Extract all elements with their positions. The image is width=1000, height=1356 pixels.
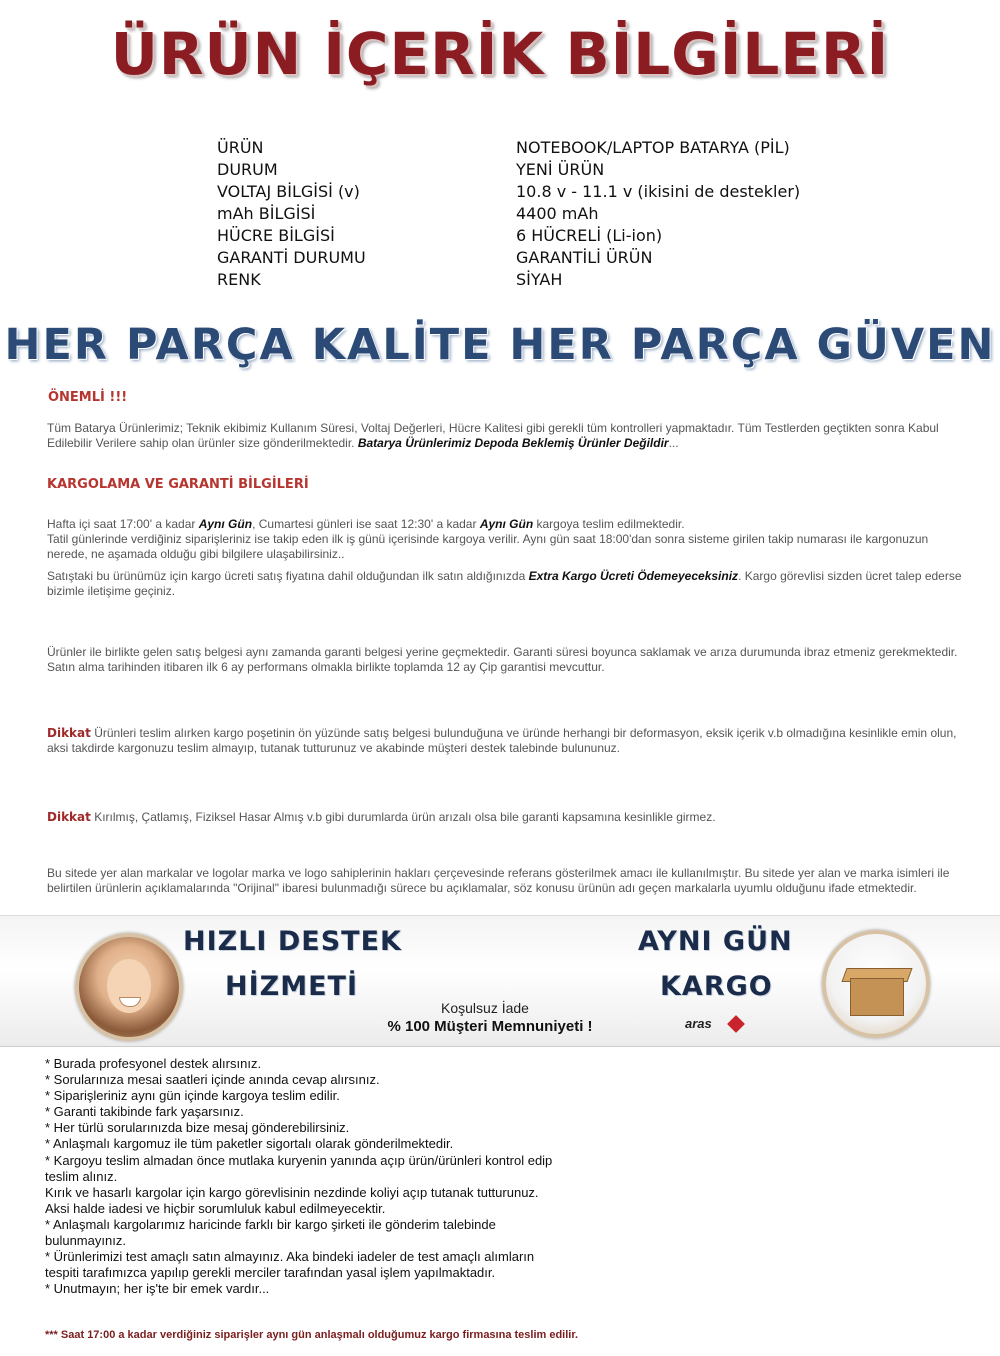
page-title: ÜRÜN İÇERİK BİLGİLERİ [110, 20, 890, 88]
footer-note: *** Saat 17:00 a kadar verdiğiniz siparişler aynı gün anlaşmalı olduğumuz kargo firmasına teslim edilir. [45, 1329, 579, 1341]
aras-logo: aras [685, 1016, 712, 1031]
important-heading: ÖNEMLİ !!! [48, 390, 128, 405]
note-item: * Sorularınıza mesai saatleri içinde anında cevap alırsınız. [45, 1072, 380, 1088]
important-text: Tüm Batarya Ürünlerimiz; Teknik ekibimiz Kullanım Süresi, Voltaj Değerleri, Hücre Kalitesi gibi gerekli tüm kontrolleri yapmaktadır. Tüm Testlerden geçtikten sonra Kabul Edilebilir Verilere sahip olan ürünler size gönderilmektedir. Batarya Ürünlerimiz Depoda Beklemiş Ürünler Değildir... [47, 421, 939, 450]
spec-row [217, 137, 917, 159]
note-item: * Kargoyu teslim almadan önce mutlaka kuryenin yanında açıp ürün/ürünleri kontrol edip teslim alınız. [45, 1152, 553, 1184]
spec-label: GARANTİ DURUMU [217, 248, 366, 267]
slogan-banner: HER PARÇA KALİTE HER PARÇA GÜVEN [4, 320, 996, 370]
dikkat-label: Dikkat [47, 810, 91, 824]
satisfaction-text: % 100 Müşteri Memnuniyeti ! [387, 1018, 593, 1035]
note-item: * Siparişleriniz aynı gün içinde kargoya teslim edilir. [45, 1088, 340, 1104]
cargo-title-line2: KARGO [660, 971, 773, 1002]
spec-value: SİYAH [516, 270, 563, 289]
spec-table [217, 137, 917, 291]
notes-list [45, 1056, 565, 1297]
spec-label: HÜCRE BİLGİSİ [217, 226, 335, 245]
note-item: Kırık ve hasarlı kargolar için kargo görevlisinin nezdinde koliyi açıp tutanak tutturunuz. Aksi halde iadesi ve hiçbir sorumluluk kabul edilmeyecektir. [45, 1184, 539, 1216]
dikkat-label: Dikkat [47, 726, 91, 740]
note-item: * Anlaşmalı kargolarımız haricinde farklı bir kargo şirketi ile gönderim talebinde bulunmayınız. [45, 1216, 496, 1249]
spec-value: NOTEBOOK/LAPTOP BATARYA (PİL) [516, 138, 790, 157]
spec-row [217, 181, 917, 203]
shipping-heading: KARGOLAMA VE GARANTİ BİLGİLERİ [47, 477, 309, 492]
spec-row [217, 159, 917, 181]
support-title-line2: HİZMETİ [225, 971, 358, 1002]
note-item: * Anlaşmalı kargomuz ile tüm paketler sigortalı olarak gönderilmektedir. [45, 1136, 454, 1152]
spec-row [217, 247, 917, 269]
note-item: * Ürünlerimizi test amaçlı satın almayınız. Aka bindeki iadeler de test amaçlı alımların tespiti tarafımızca yapılıp gerekli merciler tarafından yasal işlem yapılmaktadır. [45, 1249, 535, 1281]
spec-value: YENİ ÜRÜN [516, 160, 605, 179]
service-banner [0, 915, 1000, 1047]
kosulsuz-iade: Koşulsuz İade [441, 1000, 529, 1016]
note-item: * Garanti takibinde fark yaşarsınız. [45, 1104, 244, 1120]
spec-value: 6 HÜCRELİ (Li-ion) [516, 226, 663, 245]
warranty-paragraph: Ürünler ile birlikte gelen satış belgesi aynı zamanda garanti belgesi yerine geçmektedir. Garanti süresi boyunca saklamak ve arıza durumunda ibraz etmeniz gerekmektedir. Satın alma tarihinden itibaren ilk 6 ay performans olmakla birlikte toplamda 12 ay Çip garantisi mevcuttur. [47, 645, 958, 674]
important-emphasis: Batarya Ürünlerimiz Depoda Beklemiş Ürünler Değildir [357, 436, 669, 450]
dikkat-paragraph-2: Dikkat Kırılmış, Çatlamış, Fiziksel Hasar Almış v.b gibi durumlarda ürün arızalı olsa bile garanti kapsamına kesinlikle girmez. [47, 810, 716, 824]
spec-row [217, 269, 917, 291]
spec-row [217, 203, 917, 225]
note-item: * Her türlü sorularınızda bize mesaj gönderebilirsiniz. [45, 1120, 350, 1136]
shipping-fee-paragraph: Satıştaki bu ürünümüz için kargo ücreti satış fiyatına dahil olduğundan ilk satın aldığınızda Extra Kargo Ücreti Ödemeyeceksiniz. Kargo görevlisi sizden ücret talep ederse bizimle iletişime geçiniz. [47, 569, 962, 598]
aras-logo-icon [727, 1015, 745, 1033]
shipping-paragraph: Hafta içi saat 17:00' a kadar Aynı Gün, Cumartesi günleri ise saat 12:30' a kadar Aynı Gün kargoya teslim edilmektedir. Tatil günlerinde verdiğiniz siparişleriniz ise takip eden ilk iş günü içerisinde kargoya verilir. Aynı gün saat 18:00'dan sonra sisteme girilen takip numarası ile kargonuzun nerede, ne aşamada olduğu gibi bilgilere ulaşabilirsiniz.. [47, 517, 929, 561]
spec-row [217, 225, 917, 247]
support-avatar-icon [75, 933, 183, 1041]
spec-label: mAh BİLGİSİ [217, 204, 316, 223]
note-item: * Burada profesyonel destek alırsınız. [45, 1056, 262, 1071]
spec-label: ÜRÜN [217, 138, 264, 157]
dikkat-paragraph-1: Dikkat Ürünleri teslim alırken kargo poşetinin ön yüzünde satış belgesi bulunduğuna ve üründe herhangi bir deformasyon, eksik içerik v.b olmadığına kesinlikle emin olun, aksi takdirde kargonuzu teslim almayıp, tutanak tutturunuz ve akabinde müşteri destek talebinde bulununuz. [47, 726, 957, 755]
spec-value: 10.8 v - 11.1 v (ikisini de destekler) [516, 182, 801, 201]
spec-label: VOLTAJ BİLGİSİ (v) [217, 182, 360, 201]
note-item: * Unutmayın; her iş'te bir emek vardır... [45, 1281, 270, 1297]
cargo-title-line1: AYNI GÜN [638, 926, 793, 957]
spec-label: DURUM [217, 160, 278, 179]
support-title-line1: HIZLI DESTEK [183, 926, 402, 957]
spec-value: 4400 mAh [516, 204, 599, 223]
spec-label: RENK [217, 270, 261, 289]
spec-value: GARANTİLİ ÜRÜN [516, 248, 653, 267]
cargo-box-icon [822, 930, 930, 1038]
brands-paragraph: Bu sitede yer alan markalar ve logolar marka ve logo sahiplerinin hakları çerçevesinde referans gösterilmek amacı ile kullanılmıştır. Bu sitede yer alan ve marka isimleri ile belirtilen ürünlerin açıklamalarında "Orijinal" ibaresi bulunmadığı sürece bu açıklamalar, söz konusu ürünün adı geçen markalarla uyumlu olduğunu ifade etmektedir. [47, 866, 950, 895]
